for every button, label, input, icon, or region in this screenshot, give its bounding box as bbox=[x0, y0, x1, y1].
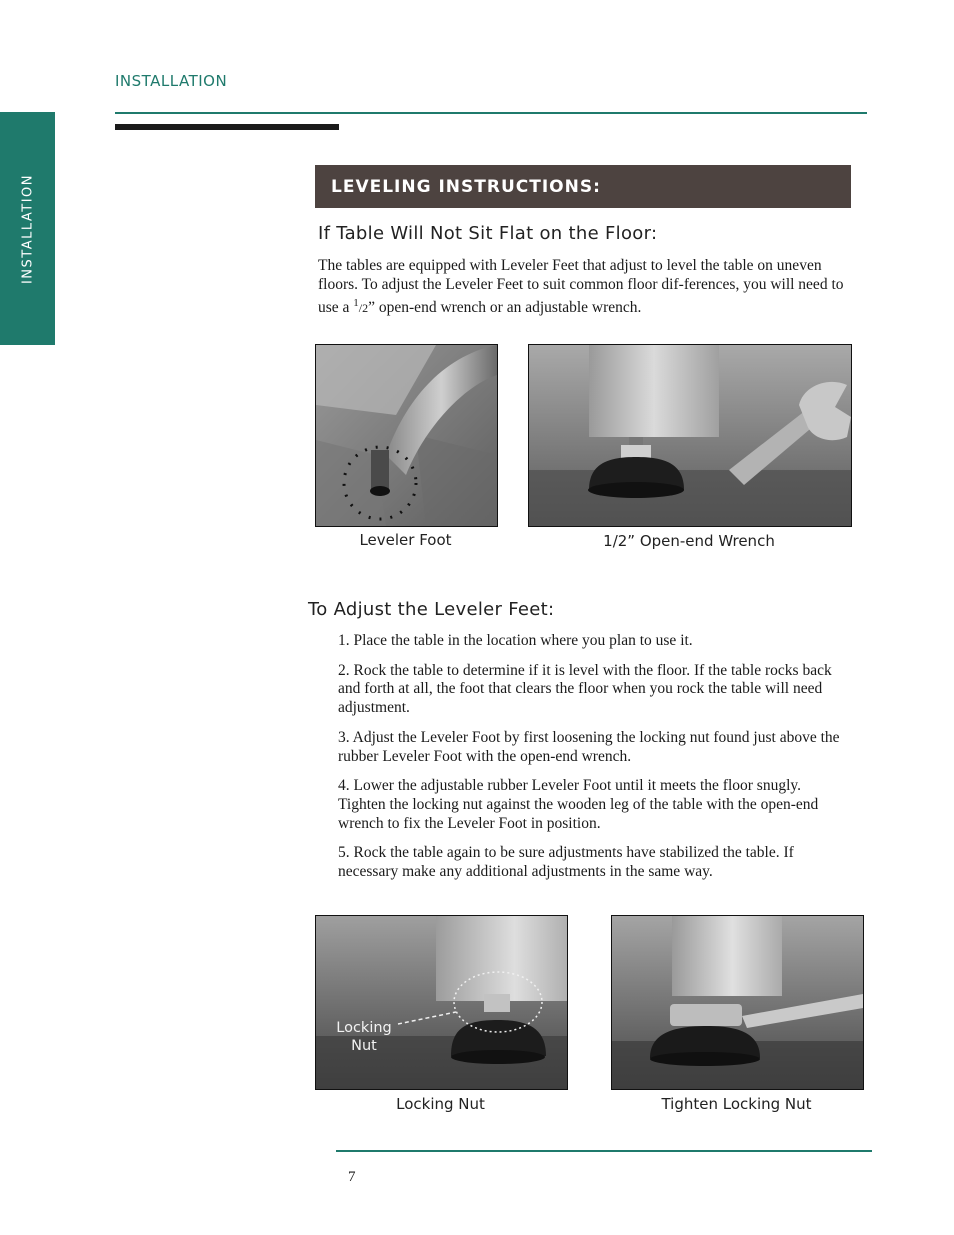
instruction-steps bbox=[338, 632, 843, 893]
tighten-locking-nut-caption: Tighten Locking Nut bbox=[661, 1095, 812, 1113]
locking-nut-photo bbox=[315, 915, 568, 1090]
intro-text-part: The tables are equipped with Leveler Feet that adjust to level the table on uneven floors. To adjust the Leveler Feet to suit common floor dif-ferences, you will need to use a bbox=[318, 257, 844, 316]
tighten-locking-nut-photo bbox=[611, 915, 864, 1090]
intro-paragraph bbox=[318, 256, 848, 318]
instruction-step: 5. Rock the table again to be sure adjustments have stabilized the table. If necessary make any additional adjustments in the same way. bbox=[338, 844, 794, 881]
subsection-heading: To Adjust the Leveler Feet: bbox=[308, 599, 555, 620]
locking-nut-photo-label bbox=[334, 1019, 394, 1055]
section-title: LEVELING INSTRUCTIONS: bbox=[331, 177, 601, 197]
fraction-numerator: 1 bbox=[353, 297, 359, 309]
page-number: 7 bbox=[348, 1169, 356, 1185]
intro-text-part: ” open-end wrench or an adjustable wrench. bbox=[368, 299, 642, 316]
section-header-label: INSTALLATION bbox=[115, 72, 228, 90]
footer-rule bbox=[336, 1150, 872, 1152]
open-end-wrench-caption: 1/2” Open-end Wrench bbox=[603, 532, 775, 550]
fraction-denominator: /2 bbox=[358, 301, 369, 315]
instruction-step: 4. Lower the adjustable rubber Leveler Foot until it meets the floor snugly. Tighten the locking nut against the wooden leg of the table with the open-end wrench to fix the Leveler Foot in position. bbox=[338, 777, 819, 832]
open-end-wrench-photo bbox=[528, 344, 852, 527]
photo-label-line: Nut bbox=[351, 1038, 377, 1054]
instruction-step: 2. Rock the table to determine if it is level with the floor. If the table rocks back and forth at all, the foot that clears the floor when you rock the table will need adjustment. bbox=[338, 661, 832, 717]
side-tab bbox=[0, 112, 55, 345]
leveler-foot-caption: Leveler Foot bbox=[359, 531, 452, 549]
instruction-step: 3. Adjust the Leveler Foot by first loosening the locking nut found just above the rubber Leveler Foot with the open-end wrench. bbox=[338, 728, 840, 765]
header-rule bbox=[115, 112, 867, 114]
section-banner bbox=[315, 165, 851, 208]
instruction-step: 1. Place the table in the location where you plan to use it. bbox=[338, 632, 693, 649]
photo-label-line: Locking bbox=[336, 1020, 392, 1036]
locking-nut-caption: Locking Nut bbox=[396, 1095, 485, 1113]
header-accent-bar bbox=[115, 124, 339, 130]
subsection-heading: If Table Will Not Sit Flat on the Floor: bbox=[318, 223, 658, 244]
side-tab-label: INSTALLATION bbox=[20, 173, 35, 284]
leveler-foot-photo bbox=[315, 344, 498, 527]
